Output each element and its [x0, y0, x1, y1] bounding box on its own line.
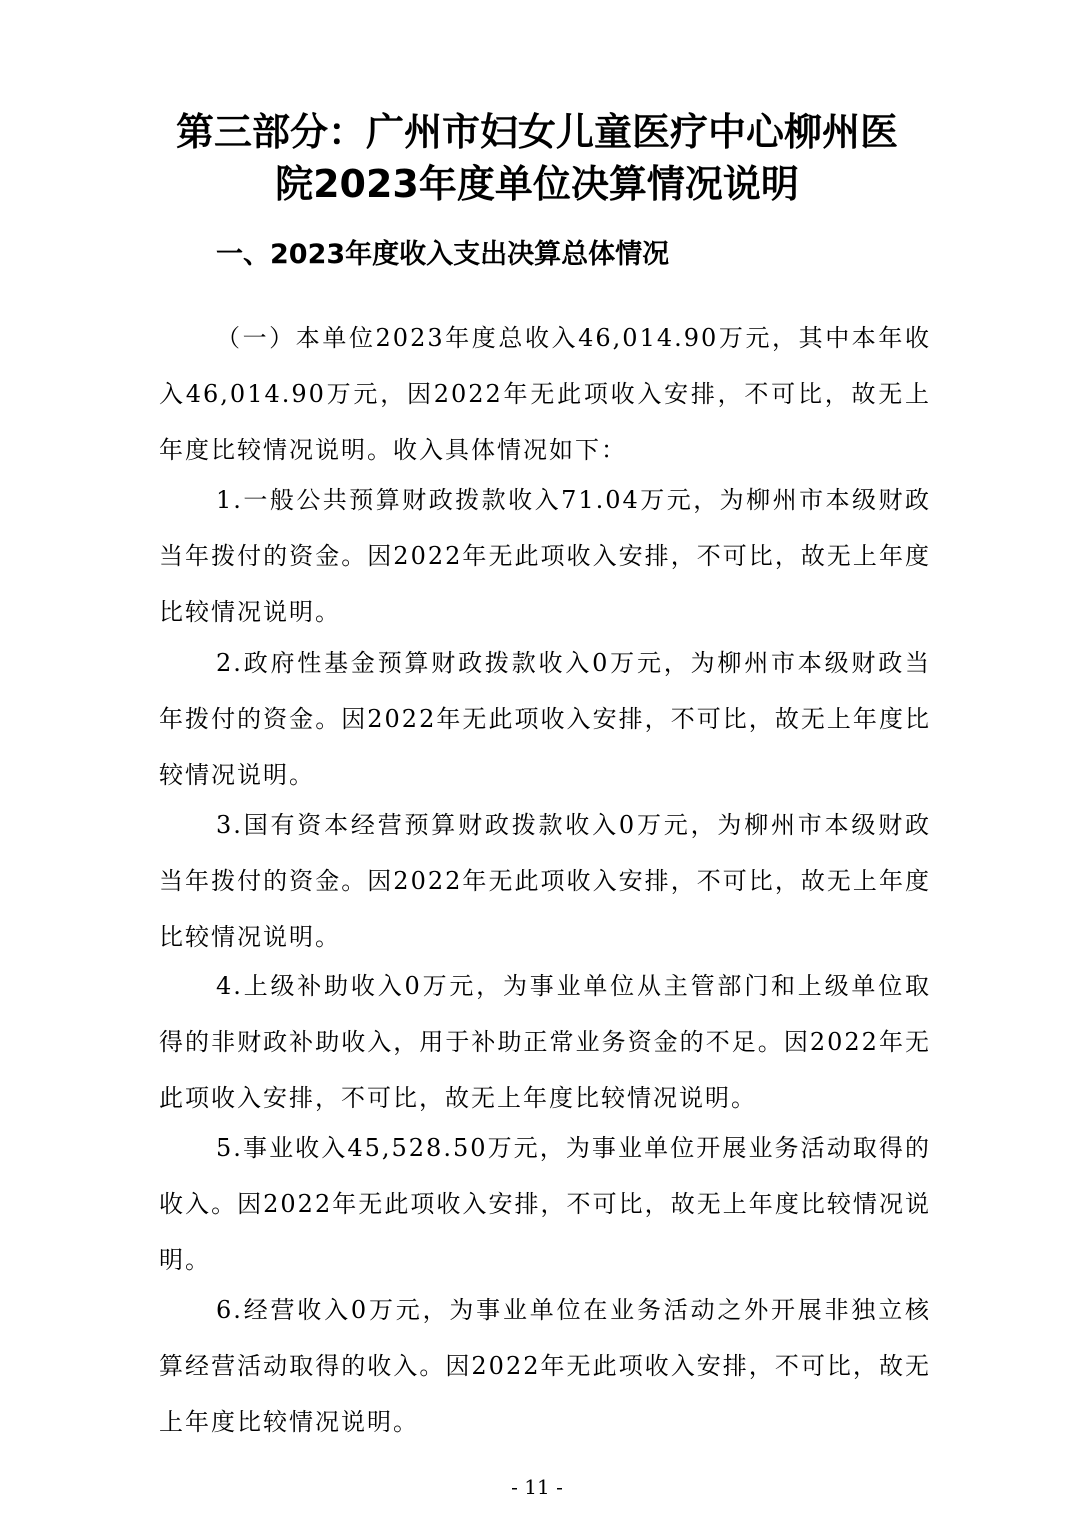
section-heading: 一、2023年度收入支出决算总体情况	[216, 239, 670, 270]
paragraph-overview: （一）本单位2023年度总收入46,014.90万元，其中本年收入46,014.90万元，因2022年无此项收入安排，不可比，故无上年度比较情况说明。收入具体情况如下：	[159, 324, 931, 464]
paragraph-item-6: 6.经营收入0万元，为事业单位在业务活动之外开展非独立核算经营活动取得的收入。因2022年无此项收入安排，不可比，故无上年度比较情况说明。	[159, 1296, 931, 1436]
page-title	[150, 106, 924, 210]
paragraph-item-5: 5.事业收入45,528.50万元，为事业单位开展业务活动取得的收入。因2022年无此项收入安排，不可比，故无上年度比较情况说明。	[159, 1134, 931, 1274]
paragraph-item-3: 3.国有资本经营预算财政拨款收入0万元，为柳州市本级财政当年拨付的资金。因2022年无此项收入安排，不可比，故无上年度比较情况说明。	[159, 811, 931, 951]
page-number: - 11 -	[511, 1475, 563, 1499]
page-title-line-1: 第三部分：广州市妇女儿童医疗中心柳州医	[175, 110, 898, 154]
page-title-line-2: 院2023年度单位决算情况说明	[275, 162, 799, 206]
paragraph-item-4: 4.上级补助收入0万元，为事业单位从主管部门和上级单位取得的非财政补助收入，用于补助正常业务资金的不足。因2022年无此项收入安排，不可比，故无上年度比较情况说明。	[159, 972, 931, 1112]
paragraph-item-2: 2.政府性基金预算财政拨款收入0万元，为柳州市本级财政当年拨付的资金。因2022年无此项收入安排，不可比，故无上年度比较情况说明。	[159, 649, 931, 789]
paragraph-item-1: 1.一般公共预算财政拨款收入71.04万元，为柳州市本级财政当年拨付的资金。因2022年无此项收入安排，不可比，故无上年度比较情况说明。	[159, 486, 931, 626]
